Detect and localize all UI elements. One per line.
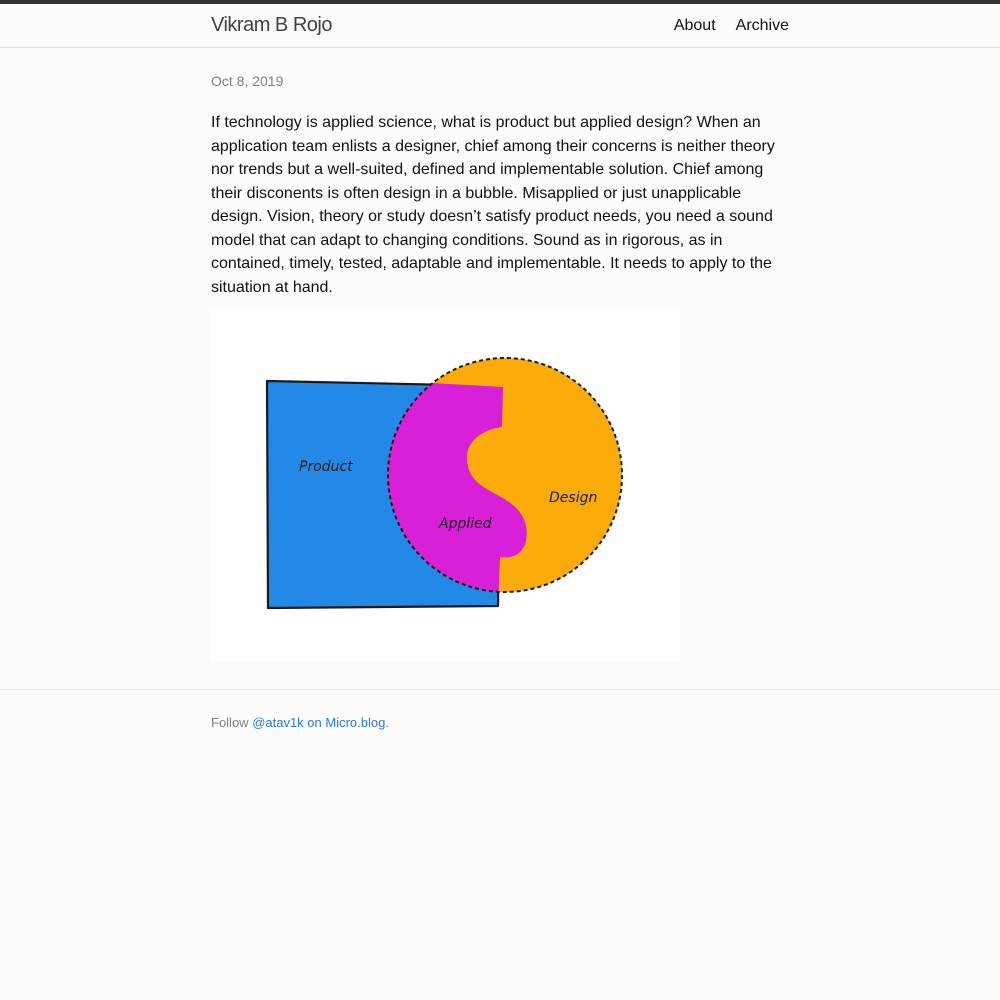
label-design: Design <box>549 490 598 506</box>
label-applied: Applied <box>439 516 492 532</box>
footer-suffix: . <box>385 715 389 730</box>
site-nav <box>674 17 789 35</box>
post-illustration <box>211 309 680 662</box>
site-title-link[interactable]: Vikram B Rojo <box>211 14 332 36</box>
site-header <box>0 4 1000 48</box>
nav-link-about[interactable]: About <box>673 17 716 34</box>
footer-follow-text <box>211 715 389 730</box>
post-date: Oct 8, 2019 <box>211 73 284 89</box>
microblog-link[interactable]: @atav1k on Micro.blog <box>252 715 386 730</box>
venn-diagram <box>211 309 680 662</box>
post-body-paragraph: If technology is applied science, what is product but applied design? When an application team enlists a designer, chief among their concerns is neither theory nor trends but a well-suited, defined and implementable solution. Chief among their disconents is often design in a bubble. Misapplied or just unapplicable design. Vision, theory or study doesn’t satisfy product needs, you need a sound model that can adapt to changing conditions. Sound as in rigorous, as in contained, timely, tested, adaptable and implementable. It needs to apply to the situation at hand. <box>211 114 775 296</box>
label-product: Product <box>299 459 353 475</box>
nav-link-archive[interactable]: Archive <box>735 17 789 34</box>
post-content <box>211 48 791 662</box>
site-footer <box>0 689 1000 730</box>
footer-prefix: Follow <box>211 715 253 730</box>
